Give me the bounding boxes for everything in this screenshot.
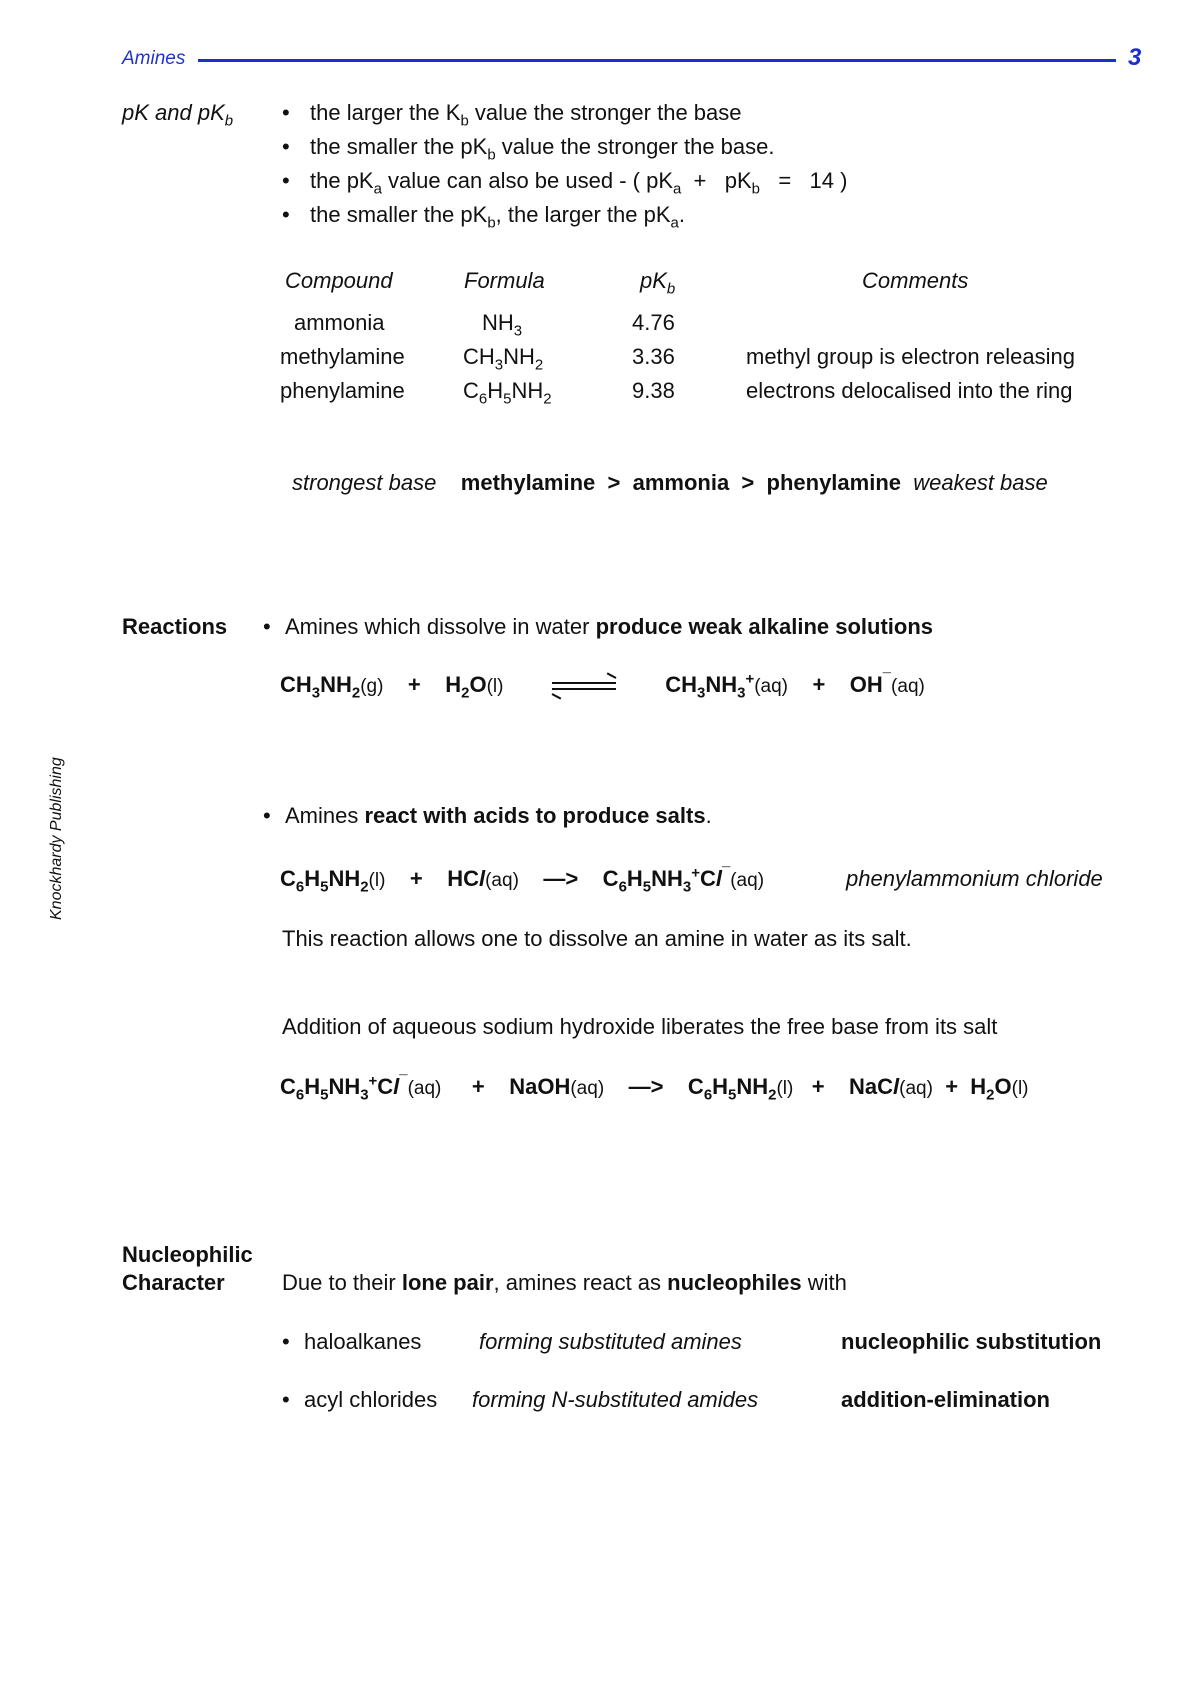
nucleophilic-intro: Due to their lone pair, amines react as nucleophiles with xyxy=(282,1270,847,1295)
nucleophilic-heading: Nucleophilic xyxy=(122,1242,253,1267)
pk-bullet-2: • the smaller the $pK_b$ value the stronger the base. xyxy=(310,134,775,160)
pk-bullet-3: • the $pK_a$ value can also be used - ( $pK_a + pK_b = 14$ ) xyxy=(310,168,847,194)
table-header-comments: Comments xyxy=(862,268,969,293)
table-row-compound: ammonia xyxy=(294,310,385,335)
reaction-note-2: Addition of aqueous sodium hydroxide liberates the free base from its salt xyxy=(282,1014,998,1039)
equation-ionisation: $CH_3NH_2(g)$ + $H_2O(l)$ $CH_3NH_3^+(aq)$ + OH¯(aq) xyxy=(280,670,925,702)
table-row-compound: phenylamine xyxy=(280,378,405,403)
table-row-compound: methylamine xyxy=(280,344,405,369)
table-header-compound: Compound xyxy=(285,268,393,293)
mechanism-label: addition-elimination xyxy=(841,1387,1050,1412)
table-row-pkb: 3.36 xyxy=(632,344,675,369)
header-rule xyxy=(198,59,1116,62)
mechanism-label: nucleophilic substitution xyxy=(841,1329,1102,1354)
reactions-bullet-2: • Amines react with acids to produce salts. xyxy=(285,803,712,829)
table-header-pkb: $pK_b$ xyxy=(640,268,676,298)
equation-salt-formation: $C_6H_5NH_2(l)$ + HCl(aq) —> $C_6H_5NH_3^+Cl^¯(aq)$ xyxy=(280,864,765,896)
table-row-comment: electrons delocalised into the ring xyxy=(746,378,1073,403)
reagent-haloalkanes: • haloalkanes xyxy=(304,1329,421,1355)
table-row-pkb: 9.38 xyxy=(632,378,675,403)
table-row-formula: $NH_3$ xyxy=(482,310,523,340)
pk-heading: pK and $pK_b$ xyxy=(122,100,234,130)
side-publisher-text: Knockhardy Publishing xyxy=(48,757,65,920)
header-section-title: Amines xyxy=(122,48,186,69)
pk-bullet-1: • the larger the $K_b$ value the stronger the base xyxy=(310,100,742,126)
product-description: forming N-substituted amides xyxy=(472,1387,759,1412)
equation-free-base: $C_6H_5NH_3^+Cl^¯(aq)$ + NaOH(aq) —> $C_6H_5NH_2(l)$ + NaCl(aq) + $H_2O(l)$ xyxy=(280,1072,1029,1104)
table-row-formula: $CH_3NH_2$ xyxy=(463,344,544,374)
page-number: 3 xyxy=(1128,44,1142,71)
pk-bullet-4: • the smaller the $pK_b$, the larger the $pK_a$. xyxy=(310,202,685,228)
equilibrium-arrow xyxy=(552,679,616,693)
table-row-comment: methyl group is electron releasing xyxy=(746,344,1075,369)
reagent-acyl-chlorides: • acyl chlorides xyxy=(304,1387,437,1413)
table-row-pkb: 4.76 xyxy=(632,310,675,335)
reaction-note-1: This reaction allows one to dissolve an amine in water as its salt. xyxy=(282,926,912,951)
base-strength-order: strongest base methylamine > ammonia > phenylamine weakest base xyxy=(292,470,1048,495)
product-description: forming substituted amines xyxy=(479,1329,742,1354)
product-name: phenylammonium chloride xyxy=(846,866,1103,891)
character-heading: Character xyxy=(122,1270,225,1295)
reactions-bullet-1: • Amines which dissolve in water produce weak alkaline solutions xyxy=(285,614,933,640)
table-header-formula: Formula xyxy=(464,268,545,293)
reactions-heading: Reactions xyxy=(122,614,228,639)
table-row-formula: $C_6H_5NH_2$ xyxy=(463,378,552,408)
